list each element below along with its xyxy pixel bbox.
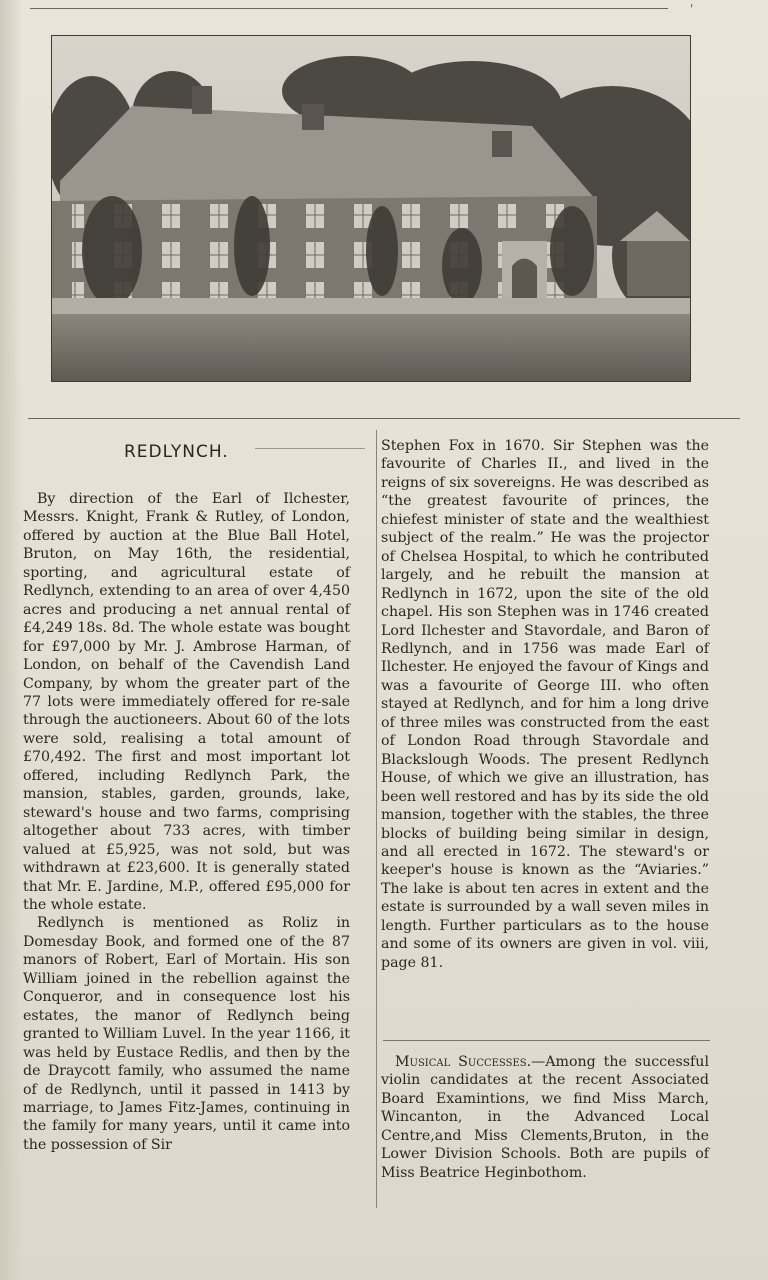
column-divider xyxy=(376,430,377,1208)
page-edge xyxy=(0,0,22,1280)
music-section-divider xyxy=(383,1040,710,1041)
right-column xyxy=(381,437,709,972)
left-column xyxy=(23,490,350,1154)
music-notice xyxy=(381,1053,709,1182)
paragraph-history: Redlynch is mentioned as Roliz in Domesday Book, and formed one of the 87 manors of Robert, Earl of Mortain. His son William joined in the rebellion against the Conqueror, and in consequence lost his estates, the manor of Redlynch being granted to William Luvel. In the year 1166, it was held by Eustace Redlis, and then by the de Draycott family, who assumed the name of de Redlynch, until it passed in 1413 by marriage, to James Fitz-James, continuing in the family for many years, until it came into the possession of Sir xyxy=(23,915,350,1153)
music-heading: Musical Successes. xyxy=(395,1054,532,1070)
section-divider xyxy=(28,418,740,419)
page-corner-mark: ' xyxy=(690,2,694,16)
title-underline xyxy=(255,448,365,449)
music-body: —Among the successful violin candidates at the recent Associated Board Examintions, we find Miss March, Wincanton, in the Advanced Local Centre,and Miss Clements,Bruton, in the Lower Division Schools. Both are pupils of Miss Beatrice Heginbothom. xyxy=(381,1054,709,1181)
article-title: REDLYNCH. xyxy=(124,442,229,462)
top-rule xyxy=(30,8,668,9)
paragraph-continued: Stephen Fox in 1670. Sir Stephen was the favourite of Charles II., and lived in the reigns of six sovereigns. He was described as “the greatest favourite of princes, the chiefest minister of state and the wealthiest subject of the realm.” He was the projector of Chelsea Hospital, to which he contributed largely, and he rebuilt the mansion at Redlynch in 1672, upon the site of the old chapel. His son Stephen was in 1746 created Lord Ilchester and Stavordale, and Baron of Redlynch, and in 1756 was made Earl of Ilchester. He enjoyed the favour of Kings and was a favourite of George III. who often stayed at Redlynch, and for him a long drive of three miles was constructed from the east of London Road through Stavordale and Blackslough Woods. The present Redlynch House, of which we give an illustration, has been well restored and has by its side the old mansion, together with the stables, the three blocks of building being similar in design, and all erected in 1672. The steward's or keeper's house is known as the “Aviaries.” The lake is about ten acres in extent and the estate is surrounded by a wall seven miles in length. Further particulars as to the house and some of its owners are given in vol. viii, page 81. xyxy=(381,438,709,971)
paragraph-auction: By direction of the Earl of Ilchester, Messrs. Knight, Frank & Rutley, of London, offered by auction at the Blue Ball Hotel, Bruton, on May 16th, the residential, sporting, and agricultural estate of Redlynch, extending to an area of over 4,450 acres and producing a net annual rental of £4,249 18s. 8d. The whole estate was bought for £97,000 by Mr. J. Ambrose Harman, of London, on behalf of the Cavendish Land Company, by whom the greater part of the 77 lots were immediately offered for re-sale through the auctioneers. About 60 of the lots were sold, realising a total amount of £70,492. The first and most important lot offered, including Redlynch Park, the mansion, stables, garden, grounds, lake, steward's house and two farms, comprising altogether about 733 acres, with timber valued at £5,925, was not sold, but was withdrawn at £23,600. It is generally stated that Mr. E. Jardine, M.P., offered £95,000 for the whole estate. xyxy=(23,491,350,913)
music-paragraph xyxy=(381,1053,709,1182)
mansion-photograph xyxy=(51,35,691,382)
